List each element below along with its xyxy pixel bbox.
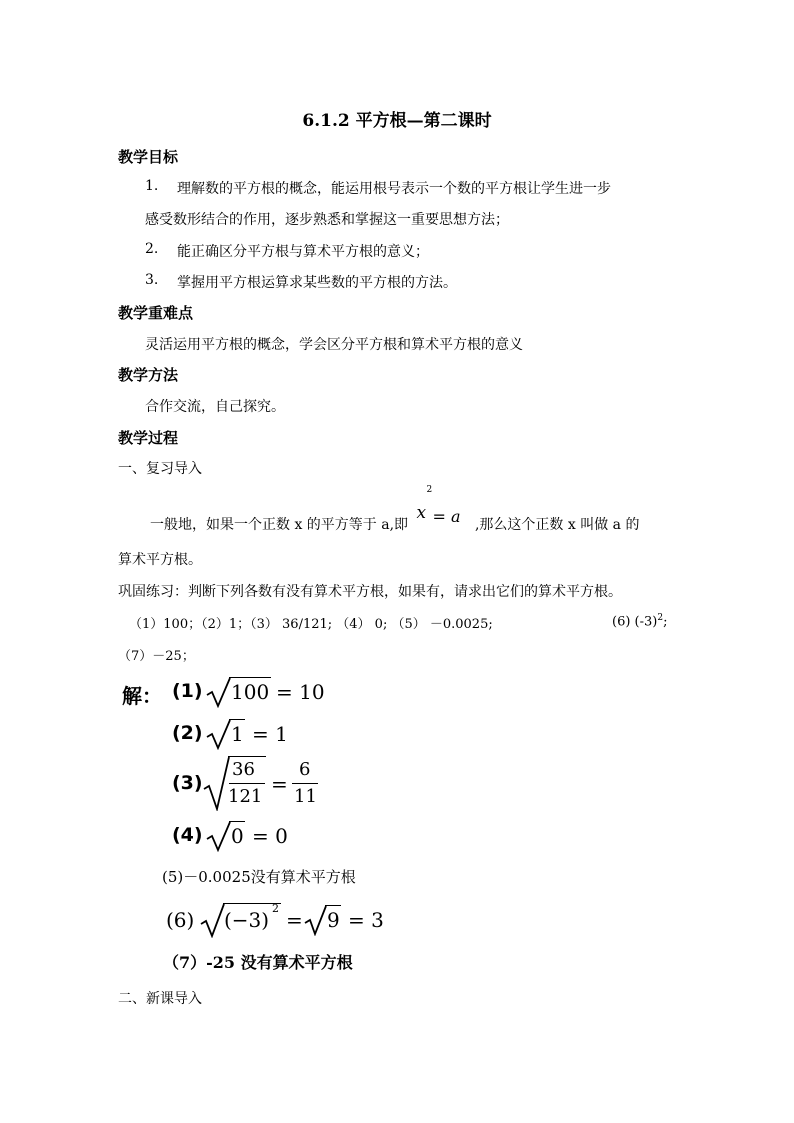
definition-equation-x: x bbox=[416, 503, 427, 523]
solution-3-fraction-bar bbox=[229, 783, 265, 784]
exercise-item-7: （7）－25； bbox=[118, 649, 195, 664]
exercise-item-6-base: (6) (-3) bbox=[612, 614, 658, 630]
solution-3-numerator: 36 bbox=[232, 759, 255, 780]
solution-4-result: = 0 bbox=[252, 824, 288, 848]
definition-line-1 bbox=[150, 485, 640, 534]
solution-6-radicand-2: 9 bbox=[327, 908, 340, 932]
exercise-intro: 巩固练习：判断下列各数有没有算术平方根，如果有，请求出它们的算术平方根。 bbox=[118, 584, 622, 600]
goal-3-number: 3. bbox=[145, 272, 159, 288]
solution-3-vinculum bbox=[228, 756, 266, 757]
solution-6-label: (6) bbox=[166, 908, 195, 932]
solution-1-result: = 10 bbox=[276, 680, 325, 704]
definition-text-end: ,那么这个正数 x 叫做 a 的 bbox=[474, 517, 640, 533]
definition-line-2: 算术平方根。 bbox=[118, 552, 202, 568]
solution-7: （7）-25 没有算术平方根 bbox=[163, 953, 353, 972]
solution-6-exponent: 2 bbox=[272, 902, 279, 915]
method-heading: 教学方法 bbox=[118, 366, 179, 384]
section-1-heading: 一、复习导入 bbox=[118, 461, 202, 477]
solution-6-radicand: (−3) bbox=[224, 908, 270, 932]
goal-3-text: 掌握用平方根运算求某些数的平方根的方法。 bbox=[177, 275, 457, 291]
page-title: 6.1.2 平方根—第二课时 bbox=[302, 111, 492, 131]
solution-1-label: (1) bbox=[172, 680, 203, 702]
solution-label: 解： bbox=[122, 684, 162, 708]
solution-3-label: (3) bbox=[172, 772, 203, 794]
solution-1-vinculum bbox=[229, 677, 271, 678]
solution-6-result: = 3 bbox=[348, 908, 384, 932]
solution-3-result-numerator: 6 bbox=[299, 759, 311, 780]
solution-3-result-denominator: 11 bbox=[294, 786, 317, 807]
solution-4-radicand: 0 bbox=[231, 824, 244, 848]
goal-1-line-2: 感受数形结合的作用，逐步熟悉和掌握这一重要思想方法； bbox=[145, 212, 509, 228]
definition-equation-exponent: 2 bbox=[426, 485, 433, 495]
solution-6-radical-sign bbox=[200, 902, 226, 938]
solution-6 bbox=[166, 900, 406, 940]
solution-6-radical-sign-2 bbox=[304, 904, 328, 936]
method-text: 合作交流，自己探究。 bbox=[145, 399, 285, 415]
solution-2 bbox=[172, 716, 372, 752]
definition-equation-rhs: = a bbox=[432, 507, 461, 526]
solution-6-vinculum-2 bbox=[325, 905, 341, 906]
goal-2-number: 2. bbox=[145, 241, 159, 257]
solution-3 bbox=[172, 755, 372, 811]
solution-1-radicand: 100 bbox=[231, 680, 270, 704]
exercise-item-6-tail: ; bbox=[663, 614, 668, 630]
solution-2-label: (2) bbox=[172, 722, 203, 744]
process-heading: 教学过程 bbox=[118, 429, 179, 447]
solution-6-equals: = bbox=[286, 908, 303, 932]
goals-heading: 教学目标 bbox=[118, 148, 179, 166]
solution-3-radical-sign bbox=[203, 755, 231, 811]
solution-4-vinculum bbox=[229, 821, 245, 822]
solution-1-radical-sign bbox=[206, 676, 232, 708]
solution-2-result: = 1 bbox=[252, 722, 288, 746]
solution-3-denominator: 121 bbox=[228, 786, 263, 807]
definition-text-start: 一般地，如果一个正数 x 的平方等于 a,即 bbox=[150, 517, 409, 533]
section-2-heading: 二、新课导入 bbox=[118, 991, 202, 1007]
goal-2-text: 能正确区分平方根与算术平方根的意义； bbox=[177, 244, 429, 260]
definition-equation bbox=[413, 485, 471, 529]
solution-4 bbox=[172, 818, 372, 854]
keypoints-heading: 教学重难点 bbox=[118, 304, 194, 322]
solution-2-radicand: 1 bbox=[231, 722, 244, 746]
solution-2-vinculum bbox=[229, 719, 245, 720]
solution-5: (5)－0.0025没有算术平方根 bbox=[162, 868, 356, 886]
exercise-item-6-exponent: 2 bbox=[657, 613, 664, 623]
exercise-item-6 bbox=[612, 613, 667, 629]
solution-1 bbox=[172, 674, 372, 710]
goal-1-number: 1. bbox=[145, 178, 159, 194]
solution-4-radical-sign bbox=[206, 820, 232, 852]
exercise-items-1-5: （1）100；（2）1；（3） 36/121; （4） 0; （5） －0.0025; bbox=[129, 617, 493, 632]
solution-3-equals: = bbox=[271, 772, 288, 796]
solution-2-radical-sign bbox=[206, 718, 232, 750]
keypoints-text: 灵活运用平方根的概念，学会区分平方根和算术平方根的意义 bbox=[145, 337, 523, 353]
solution-4-label: (4) bbox=[172, 824, 203, 846]
goal-1-line-1: 理解数的平方根的概念，能运用根号表示一个数的平方根让学生进一步 bbox=[177, 181, 611, 197]
solution-3-result-fraction-bar bbox=[292, 783, 318, 784]
